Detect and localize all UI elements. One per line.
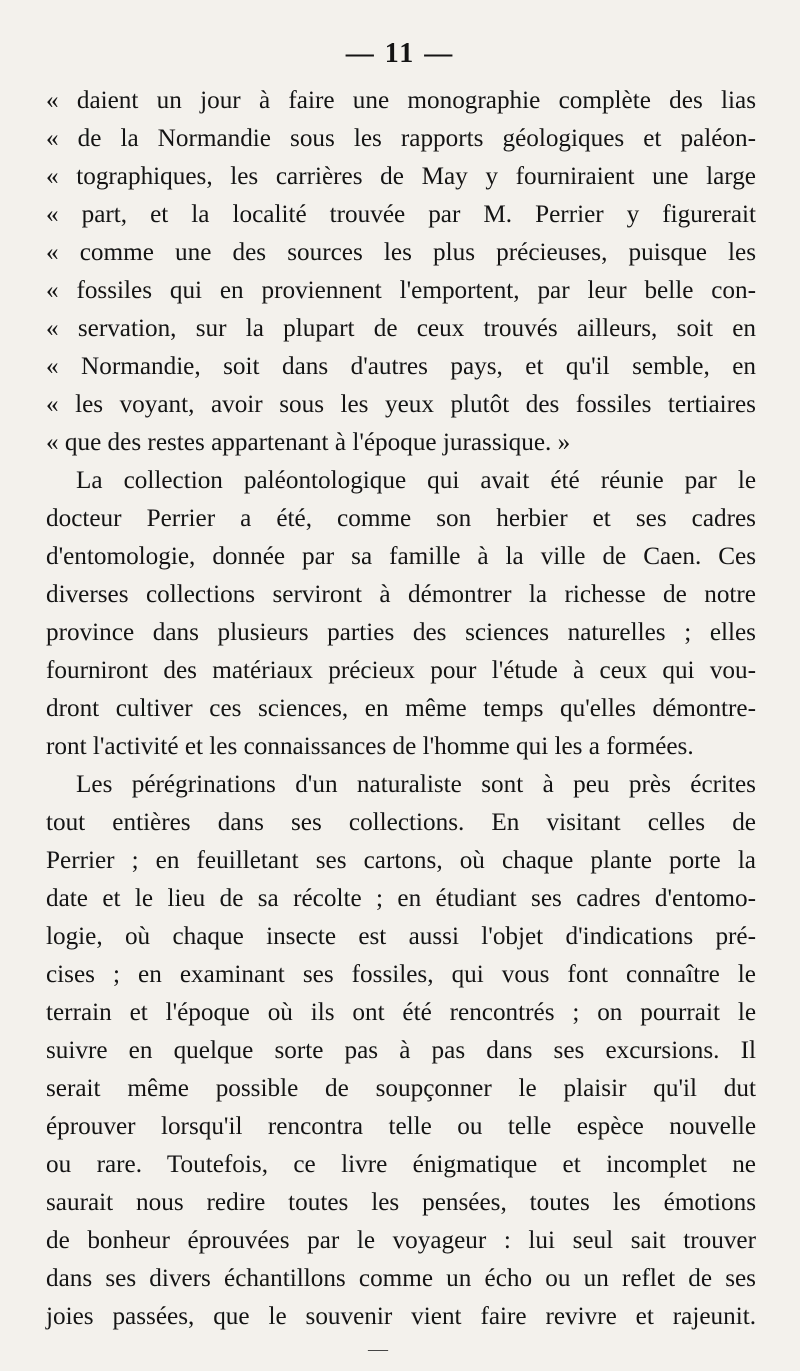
text-line: « que des restes appartenant à l'époque jurassique. » <box>46 429 571 456</box>
text-line: « comme une des sources les plus précieuses, puisque les <box>46 239 756 266</box>
text-line: « part, et la localité trouvée par M. Perrier y figurerait <box>46 201 756 228</box>
text-line: tout entières dans ses collections. En visitant celles de <box>46 809 756 836</box>
text-line: date et le lieu de sa récolte ; en étudiant ses cadres d'entomo- <box>46 885 756 912</box>
text-line: « les voyant, avoir sous les yeux plutôt des fossiles tertiaires <box>46 391 756 418</box>
text-line: saurait nous redire toutes les pensées, toutes les émotions <box>46 1189 756 1216</box>
text-line: diverses collections serviront à démontrer la richesse de notre <box>46 581 756 608</box>
text-line: « fossiles qui en proviennent l'emportent, par leur belle con- <box>46 277 756 304</box>
text-line: Perrier ; en feuilletant ses cartons, où chaque plante porte la <box>46 847 756 874</box>
text-line: suivre en quelque sorte pas à pas dans ses excursions. Il <box>46 1037 756 1064</box>
text-line: « Normandie, soit dans d'autres pays, et qu'il semble, en <box>46 353 756 380</box>
text-line: joies passées, que le souvenir vient faire revivre et rajeunit. <box>46 1303 756 1330</box>
text-line: éprouver lorsqu'il rencontra telle ou telle espèce nouvelle <box>46 1113 756 1140</box>
text-line: terrain et l'époque où ils ont été rencontrés ; on pourrait le <box>46 999 756 1026</box>
text-line: fourniront des matériaux précieux pour l'étude à ceux qui vou- <box>46 657 756 684</box>
text-line: « tographiques, les carrières de May y fourniraient une large <box>46 163 756 190</box>
text-line: « de la Normandie sous les rapports géologiques et paléon- <box>46 125 756 152</box>
page-number: — 11 — <box>345 38 455 69</box>
text-line: « daient un jour à faire une monographie complète des lias <box>46 87 756 114</box>
text-line: province dans plusieurs parties des sciences naturelles ; elles <box>46 619 756 646</box>
text-line: d'entomologie, donnée par sa famille à la ville de Caen. Ces <box>46 543 756 570</box>
text-line: ront l'activité et les connaissances de l'homme qui les a formées. <box>46 733 694 760</box>
text-line: cises ; en examinant ses fossiles, qui vous font connaître le <box>46 961 756 988</box>
text-line: docteur Perrier a été, comme son herbier et ses cadres <box>46 505 756 532</box>
text-line: « servation, sur la plupart de ceux trouvés ailleurs, soit en <box>46 315 756 342</box>
text-line: Les pérégrinations d'un naturaliste sont à peu près écrites <box>76 771 756 798</box>
text-line: dront cultiver ces sciences, en même temps qu'elles démontre- <box>46 695 756 722</box>
bottom-mark: — <box>368 1338 388 1360</box>
text-line: ou rare. Toutefois, ce livre énigmatique et incomplet ne <box>46 1151 756 1178</box>
text-line: de bonheur éprouvées par le voyageur : lui seul sait trouver <box>46 1227 756 1254</box>
text-line: logie, où chaque insecte est aussi l'objet d'indications pré- <box>46 923 756 950</box>
text-line: dans ses divers échantillons comme un écho ou un reflet de ses <box>46 1265 756 1292</box>
text-line: serait même possible de soupçonner le plaisir qu'il dut <box>46 1075 756 1102</box>
text-line: La collection paléontologique qui avait été réunie par le <box>76 467 756 494</box>
